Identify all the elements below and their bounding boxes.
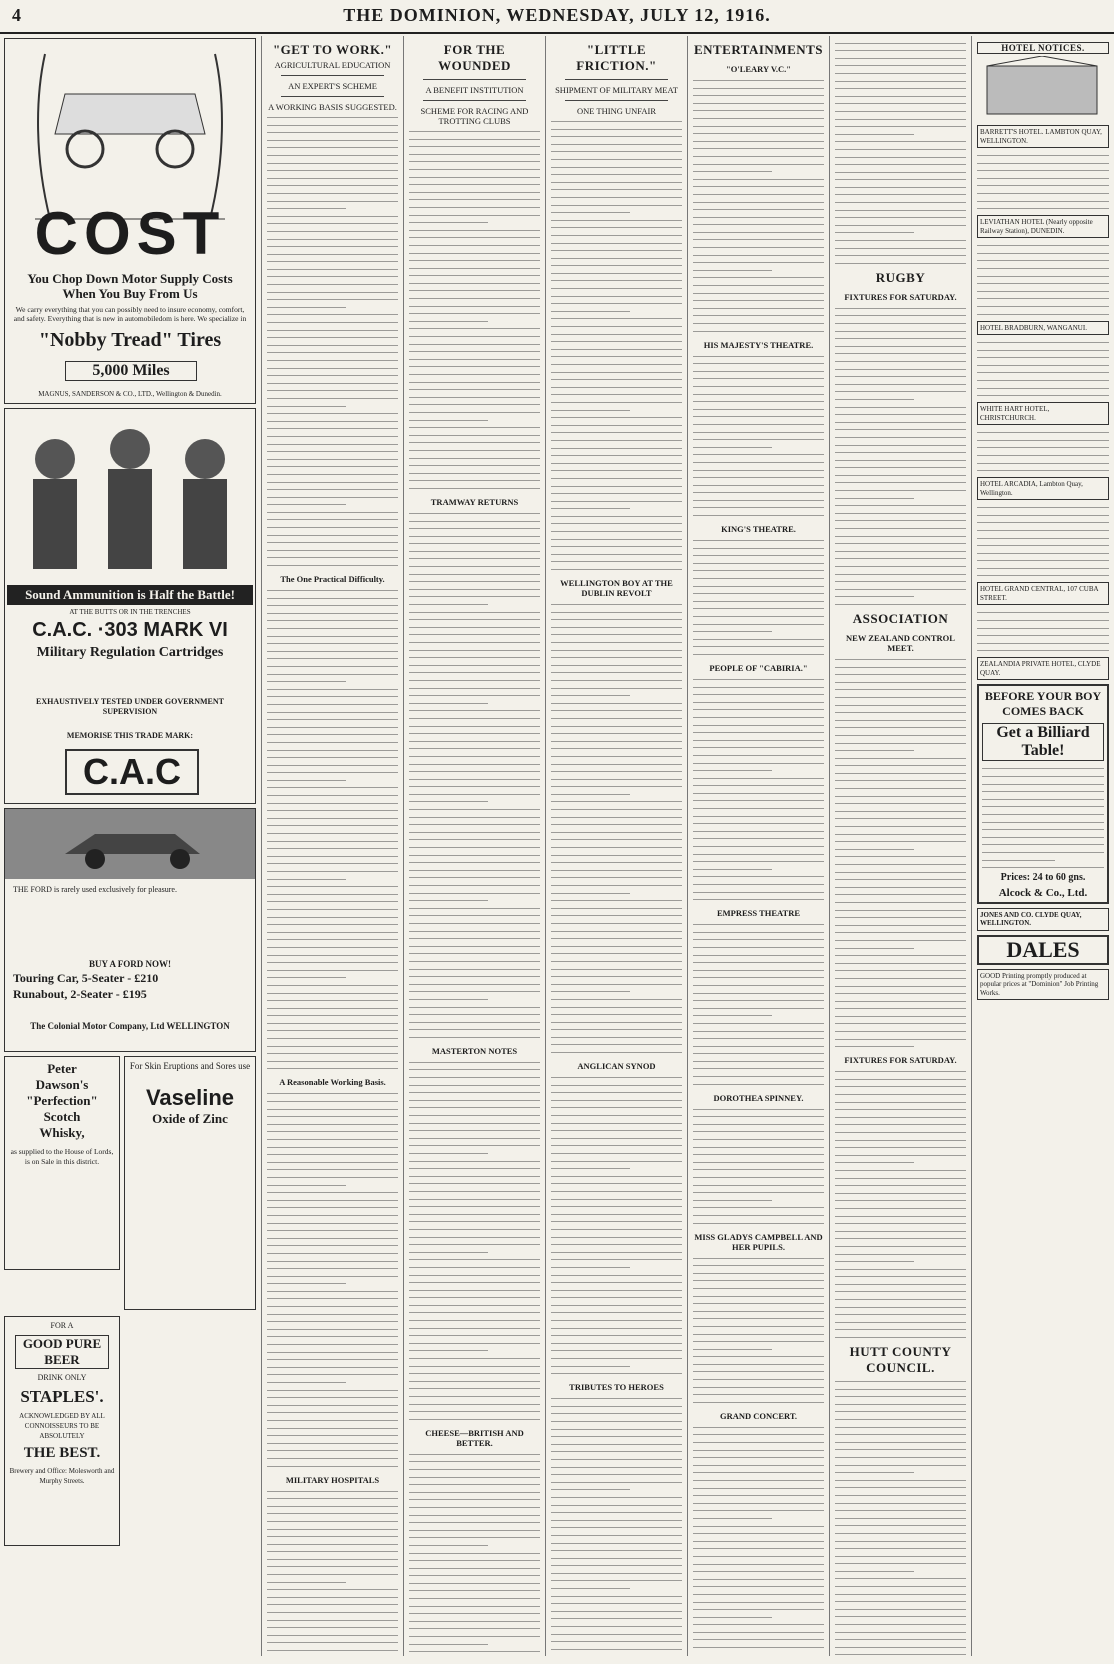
article-body	[693, 921, 824, 1086]
news-column-2	[404, 36, 546, 1656]
article-body	[977, 429, 1109, 473]
cost-text: We carry everything that you can possibly need to insure economy, comfort, and safety. Everything that is new in automobiledom is here. We specialize in	[13, 305, 247, 323]
section-heading: HIS MAJESTY'S THEATRE.	[703, 339, 814, 350]
masthead-title: THE DOMINION, WEDNESDAY, JULY 12, 1916.	[343, 5, 771, 25]
news-column-4	[688, 36, 830, 1656]
billiard-headline: BEFORE YOUR BOY COMES BACK	[984, 689, 1102, 719]
news-column-5	[830, 36, 972, 1656]
billiard-subline: Get a Billiard Table!	[982, 723, 1104, 761]
hotel-notice: HOTEL ARCADIA, Lambton Quay, Wellington.	[977, 477, 1109, 500]
nobby-tread-label: "Nobby Tread" Tires	[38, 329, 222, 351]
article-body	[835, 1378, 966, 1656]
hotel-notice: ZEALANDIA PRIVATE HOTEL, CLYDE QUAY.	[977, 657, 1109, 680]
section-heading: The One Practical Difficulty.	[280, 574, 385, 585]
news-column-1	[262, 36, 404, 1656]
section-heading: TRIBUTES TO HEROES	[569, 1382, 664, 1393]
cac-advertisement	[4, 408, 256, 804]
section-heading: GRAND CONCERT.	[720, 1410, 797, 1421]
article-body	[835, 1068, 966, 1340]
cost-wordmark: COST	[34, 200, 226, 267]
article-body	[693, 676, 824, 902]
ford-touring-price: Touring Car, 5-Seater - £210	[13, 971, 159, 985]
article-body	[693, 353, 824, 518]
hotel-notice: HOTEL BRADBURN, WANGANUI.	[977, 321, 1109, 336]
section-heading: PEOPLE OF "CABIRIA."	[709, 662, 808, 673]
printing-notice: GOOD Printing promptly produced at popular prices at "Dominion" Job Printing Works.	[977, 969, 1109, 1001]
article-body	[551, 1395, 682, 1656]
dawson-whisky-advertisement	[4, 1056, 120, 1270]
article-body	[551, 118, 682, 572]
hotel-notices-column	[972, 36, 1114, 1656]
hotel-notice: HOTEL GRAND CENTRAL, 107 CUBA STREET.	[977, 582, 1109, 605]
vaseline-advertisement	[124, 1056, 256, 1310]
article-body	[693, 1424, 824, 1650]
cac-headline: Sound Ammunition is Half the Battle!	[7, 585, 253, 605]
staples-top: FOR A	[50, 1321, 74, 1330]
cac-memorise: MEMORISE THIS TRADE MARK:	[66, 731, 194, 740]
section-heading: DOROTHEA SPINNEY.	[713, 1092, 804, 1103]
staples-address: Brewery and Office: Molesworth and Murphy Streets.	[9, 1467, 115, 1485]
ford-cta: BUY A FORD NOW!	[89, 959, 171, 969]
vaseline-product: Oxide of Zinc	[152, 1111, 228, 1126]
hotel-notice: BARRETT'S HOTEL. LAMBTON QUAY, WELLINGTON.	[977, 125, 1109, 148]
dawson-line-1: Peter	[47, 1061, 77, 1076]
section-heading: "O'LEARY V.C."	[726, 64, 791, 74]
page-number: 4	[12, 5, 21, 25]
article-body	[693, 537, 824, 657]
dawson-line-4: Scotch	[43, 1109, 81, 1124]
article-headline: FOR THE WOUNDED	[438, 42, 511, 73]
soldiers-illustration	[5, 409, 255, 589]
article-subhead: AGRICULTURAL EDUCATION	[274, 60, 391, 70]
staples-beer-advertisement	[4, 1316, 120, 1546]
mileage-guarantee: 5,000 Miles	[65, 361, 197, 381]
hotel-notice: LEVIATHAN HOTEL (Nearly opposite Railway Station), DUNEDIN.	[977, 215, 1109, 238]
article-body	[693, 77, 824, 334]
article-body	[267, 114, 398, 568]
dawson-line-2: Dawson's	[35, 1077, 89, 1092]
article-body	[977, 152, 1109, 211]
hotel-building-illustration	[977, 56, 1107, 116]
article-headline: "LITTLE FRICTION."	[576, 42, 657, 73]
billiard-firm: Alcock & Co., Ltd.	[998, 886, 1088, 899]
article-body	[267, 587, 398, 1071]
hotel-notice: WHITE HART HOTEL, CHRISTCHURCH.	[977, 402, 1109, 425]
article-body	[409, 510, 540, 1040]
section-heading: EMPRESS THEATRE	[716, 908, 801, 919]
article-body	[409, 128, 540, 491]
cost-headline: You Chop Down Motor Supply Costs When You Buy From Us	[27, 271, 233, 301]
dawson-text: as supplied to the House of Lords, is on Sale in this district.	[10, 1147, 114, 1166]
cac-logo: C.A.C	[65, 749, 199, 795]
vaseline-brand: Vaseline	[145, 1085, 235, 1110]
article-body	[267, 1090, 398, 1468]
article-body	[977, 242, 1109, 316]
article-body	[551, 601, 682, 1055]
section-heading: TRAMWAY RETURNS	[430, 496, 519, 507]
staples-best: THE BEST.	[23, 1445, 101, 1461]
cost-advertisement	[4, 38, 256, 404]
section-heading: NEW ZEALAND CONTROL MEET.	[846, 632, 955, 653]
masthead	[0, 0, 1114, 34]
cac-brand: C.A.C. ·303 MARK VI	[32, 619, 228, 641]
article-body	[977, 504, 1109, 578]
article-body	[977, 609, 1109, 653]
section-heading: ANGLICAN SYNOD	[577, 1061, 656, 1072]
ford-runabout-price: Runabout, 2-Seater - £195	[13, 987, 147, 1001]
section-heading: MASTERTON NOTES	[431, 1045, 518, 1056]
vaseline-top: For Skin Eruptions and Sores use	[129, 1061, 251, 1071]
billiard-advertisement	[977, 684, 1109, 903]
section-heading: FIXTURES FOR SATURDAY.	[844, 1055, 957, 1066]
article-headline: HUTT COUNTY COUNCIL.	[849, 1344, 952, 1376]
article-body	[551, 1074, 682, 1376]
article-body	[409, 1451, 540, 1656]
article-body	[835, 656, 966, 1049]
advertisement-column	[0, 36, 262, 1656]
section-heading: CHEESE—BRITISH AND BETTER.	[425, 1427, 524, 1448]
hotel-notices-heading: HOTEL NOTICES.	[977, 42, 1109, 54]
article-body	[267, 1488, 398, 1656]
section-heading: MILITARY HOSPITALS	[285, 1474, 380, 1485]
article-subhead: ONE THING UNFAIR	[576, 106, 656, 116]
article-subhead: SCHEME FOR RACING AND TROTTING CLUBS	[420, 106, 529, 126]
staples-drink: DRINK ONLY	[37, 1373, 87, 1382]
article-headline: ENTERTAINMENTS	[693, 42, 824, 57]
article-headline: RUGBY	[875, 269, 926, 285]
cac-subline: AT THE BUTTS OR IN THE TRENCHES	[69, 608, 191, 616]
dales-logo: DALES	[977, 935, 1109, 965]
section-heading: WELLINGTON BOY AT THE DUBLIN REVOLT	[560, 578, 673, 599]
dawson-line-5: Whisky,	[39, 1125, 85, 1140]
article-body	[693, 1106, 824, 1226]
cac-tested-note: EXHAUSTIVELY TESTED UNDER GOVERNMENT SUPERVISION	[36, 697, 224, 716]
staples-brand: STAPLES'.	[20, 1387, 104, 1406]
article-body	[409, 1059, 540, 1422]
ford-advertisement	[4, 808, 256, 1052]
staples-tagline: ACKNOWLEDGED BY ALL CONNOISSEURS TO BE ABSOLUTELY	[19, 1412, 105, 1440]
section-heading: KING'S THEATRE.	[721, 524, 796, 535]
cost-dealer: MAGNUS, SANDERSON & CO., LTD., Wellington & Dunedin.	[38, 390, 222, 398]
staples-beer: GOOD PURE BEER	[15, 1335, 109, 1369]
ford-lead: THE FORD is rarely used exclusively for pleasure.	[13, 885, 177, 894]
section-heading: FIXTURES FOR SATURDAY.	[844, 291, 957, 302]
article-subhead: A BENEFIT INSTITUTION	[425, 85, 524, 95]
ford-car-illustration	[5, 809, 255, 879]
article-body	[835, 40, 966, 266]
article-body	[835, 305, 966, 607]
article-body	[977, 339, 1109, 398]
jones-notice: JONES AND CO. CLYDE QUAY, WELLINGTON.	[977, 908, 1109, 931]
article-subhead: AN EXPERT'S SCHEME	[288, 81, 377, 91]
billiard-price: Prices: 24 to 60 gns.	[1000, 871, 1086, 883]
ford-company: The Colonial Motor Company, Ltd WELLINGTON	[30, 1021, 230, 1031]
dawson-line-3: "Perfection"	[26, 1093, 98, 1108]
article-body	[693, 1255, 824, 1405]
cac-product: Military Regulation Cartridges	[36, 645, 224, 660]
section-heading: MISS GLADYS CAMPBELL AND HER PUPILS.	[694, 1231, 823, 1252]
section-heading: A Reasonable Working Basis.	[279, 1077, 386, 1088]
article-subhead: A WORKING BASIS SUGGESTED.	[268, 102, 397, 112]
article-body	[982, 765, 1104, 870]
news-column-3	[546, 36, 688, 1656]
article-headline: "GET TO WORK."	[272, 42, 393, 57]
article-headline: ASSOCIATION	[852, 610, 949, 626]
article-subhead: SHIPMENT OF MILITARY MEAT	[555, 85, 678, 95]
